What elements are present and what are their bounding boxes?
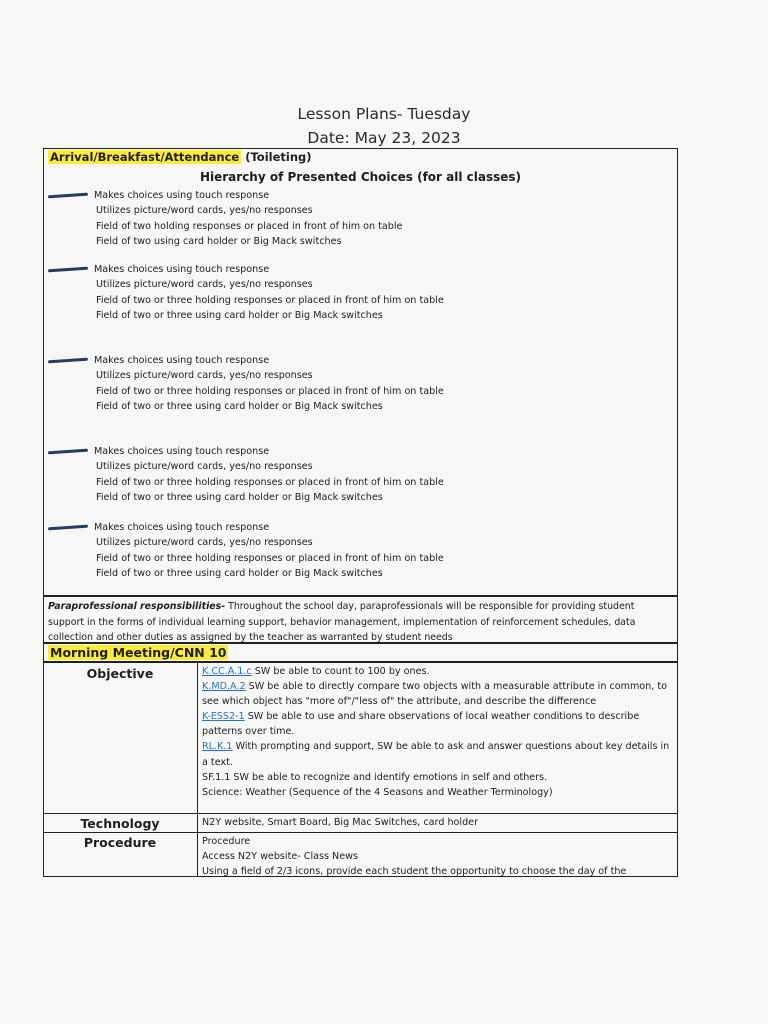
choice-first-line: Makes choices using touch response [94,522,270,533]
page-title: Lesson Plans- Tuesday [297,105,471,123]
paraprofessional-text [48,599,673,646]
paraprofessional-body: Throughout the school day, paraprofessionals will be responsible for providing student support in the forms of individual learning support, behavior management, implementation of reinforcement schedules, data collection and other duties as assigned by the teacher as warranted by student needs [48,601,636,643]
arrival-label: Arrival/Breakfast/Attendance [50,150,240,164]
procedure-line: Access N2Y website- Class News [202,851,358,863]
choice-line: Field of two or three holding responses or placed in front of him on table [96,476,444,488]
lesson-table [43,662,678,877]
objective-item [202,739,676,769]
procedure-line: Procedure [202,836,251,847]
choice-first-line: Makes choices using touch response [94,264,270,275]
objective-item [202,785,676,800]
objective-content [197,663,676,814]
objective-row [44,662,677,814]
objective-text: SW be able to count to 100 by ones. [251,666,430,677]
objective-text: SW be able to directly compare two objects with a measurable attribute in common, to see which object has "more of"/"less of" the attribute, and describe the difference [202,681,667,708]
objective-text: SF.1.1 SW be able to recognize and identify emotions in self and others. [202,771,548,783]
objective-item [202,664,676,679]
objective-item [202,709,676,739]
procedure-content [197,833,676,877]
choice-group [44,444,674,505]
objective-text: Science: Weather (Sequence of the 4 Seasons and Weather Terminology) [202,786,553,798]
choice-line: Field of two or three using card holder or Big Mack switches [96,491,383,503]
choice-first-line: Makes choices using touch response [94,190,270,201]
procedure-label: Procedure [83,835,157,850]
objective-item [202,679,676,709]
paraprofessional-box [43,596,678,643]
objective-label: Objective [86,666,154,681]
choice-line: Field of two or three holding responses or placed in front of him on table [96,552,444,564]
choice-line: Utilizes picture/word cards, yes/no responses [96,537,313,549]
choice-group [44,188,674,249]
morning-meeting-header [43,643,678,662]
choice-first-line: Makes choices using touch response [94,355,270,366]
choice-line: Field of two or three holding responses or placed in front of him on table [96,294,444,306]
choice-line: Utilizes picture/word cards, yes/no responses [96,205,313,217]
objective-text: With prompting and support, SW be able to ask and answer questions about key details in a text. [202,741,670,768]
choice-line: Field of two or three using card holder or Big Mack switches [96,567,383,579]
choices-title: Hierarchy of Presented Choices (for all classes) [199,170,522,184]
choice-line: Utilizes picture/word cards, yes/no responses [96,370,313,382]
choice-line: Field of two or three using card holder or Big Mack switches [96,309,383,321]
procedure-line: Using a field of 2/3 icons, provide each student the opportunity to choose the day of the [202,866,627,878]
standard-link[interactable]: K-ESS2-1 [202,711,245,723]
paraprofessional-label: Paraprofessional responsibilities- [48,601,226,612]
standard-link[interactable]: K.CC.A.1.c [202,666,252,677]
choices-hierarchy-box [43,165,678,596]
page-date: Date: May 23, 2023 [307,129,461,147]
choice-group [44,262,674,323]
choice-group [44,520,674,581]
choice-line: Utilizes picture/word cards, yes/no responses [96,279,313,291]
standard-link[interactable]: K.MD.A.2 [202,681,246,693]
morning-meeting-label: Morning Meeting/CNN 10 [50,645,227,660]
arrival-note: (Toileting) [245,150,312,164]
choice-group [44,353,674,414]
choice-line: Field of two or three using card holder or Big Mack switches [96,400,383,412]
technology-content: N2Y website, Smart Board, Big Mac Switches, card holder [197,814,676,833]
choice-line: Field of two holding responses or placed in front of him on table [96,220,403,232]
choice-first-line: Makes choices using touch response [94,446,270,457]
procedure-row [44,832,677,877]
technology-label: Technology [80,816,160,831]
choice-line: Field of two using card holder or Big Mack switches [96,235,342,247]
objective-text: SW be able to use and share observations of local weather conditions to describe patterns over time. [202,711,640,738]
standard-link[interactable]: RL.K.1 [202,741,233,753]
objective-item [202,770,676,785]
choice-line: Field of two or three holding responses or placed in front of him on table [96,385,444,397]
technology-row [44,813,677,833]
choice-line: Utilizes picture/word cards, yes/no responses [96,461,313,473]
arrival-section-header [43,148,678,165]
